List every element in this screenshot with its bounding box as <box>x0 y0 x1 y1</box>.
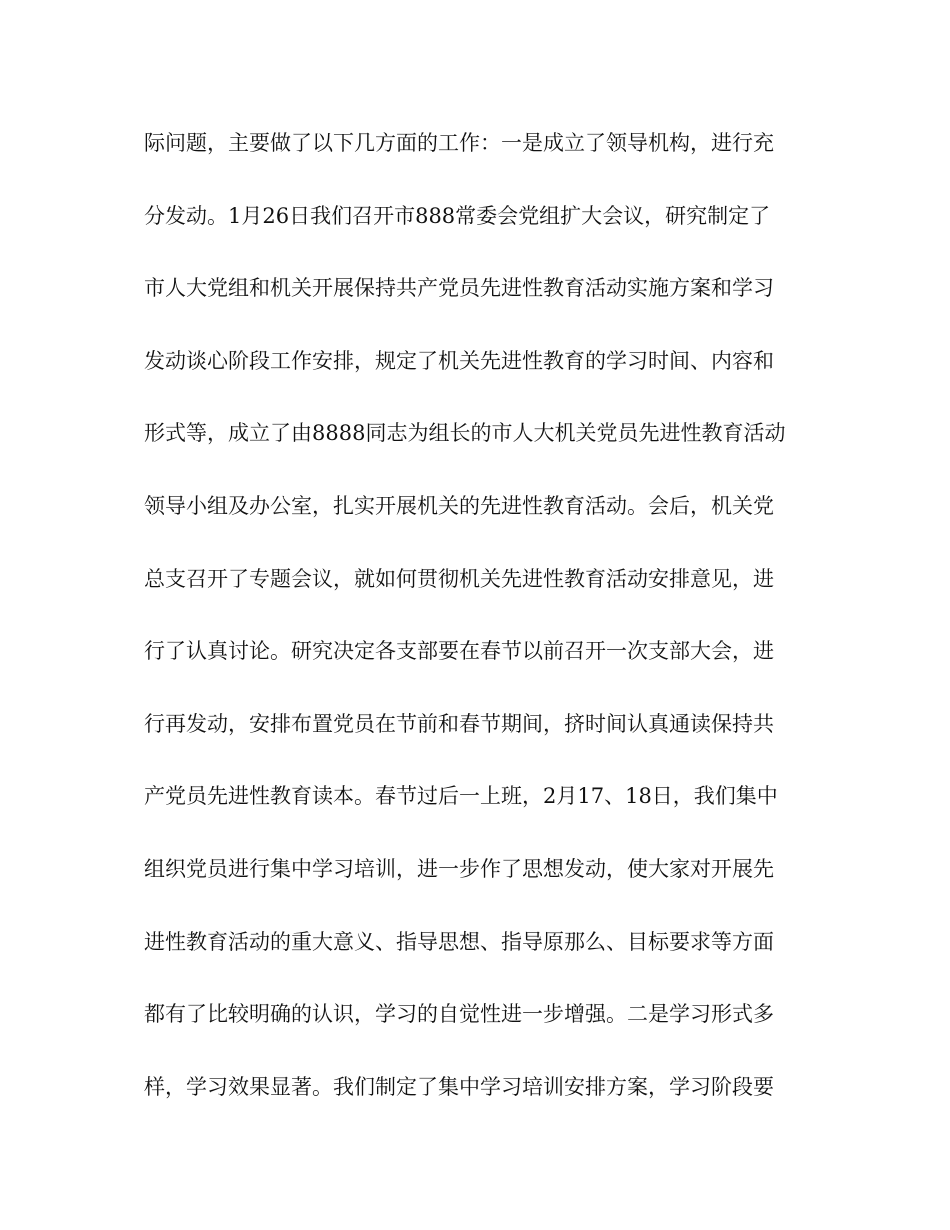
text-line: 分发动。1月26日我们召开市888常委会党组扩大会议，研究制定了 <box>144 203 771 228</box>
text-line: 市人大党组和机关开展保持共产党员先进性教育活动实施方案和学习 <box>144 276 774 301</box>
text-line: 样，学习效果显著。我们制定了集中学习培训安排方案，学习阶段要 <box>144 1074 774 1099</box>
text-line: 领导小组及办公室，扎实开展机关的先进性教育活动。会后，机关党 <box>144 493 774 518</box>
text-line: 形式等，成立了由8888同志为组长的市人大机关党员先进性教育活动 <box>144 421 786 446</box>
text-line: 行再发动，安排布置党员在节前和春节期间，挤时间认真通读保持共 <box>144 711 774 736</box>
text-line: 发动谈心阶段工作安排，规定了机关先进性教育的学习时间、内容和 <box>144 348 774 373</box>
text-line: 产党员先进性教育读本。春节过后一上班，2月17、18日，我们集中 <box>144 784 778 809</box>
text-line: 总支召开了专题会议，就如何贯彻机关先进性教育活动安排意见，进 <box>144 566 774 591</box>
text-line: 行了认真讨论。研究决定各支部要在春节以前召开一次支部大会，进 <box>144 639 774 664</box>
body-paragraph <box>144 119 824 1135</box>
text-line: 组织党员进行集中学习培训，进一步作了思想发动，使大家对开展先 <box>144 856 774 881</box>
text-line: 都有了比较明确的认识，学习的自觉性进一步增强。二是学习形式多 <box>144 1002 774 1027</box>
text-line: 际问题，主要做了以下几方面的工作：一是成立了领导机构，进行充 <box>144 131 774 155</box>
text-line: 进性教育活动的重大意义、指导思想、指导原那么、目标要求等方面 <box>144 929 774 954</box>
